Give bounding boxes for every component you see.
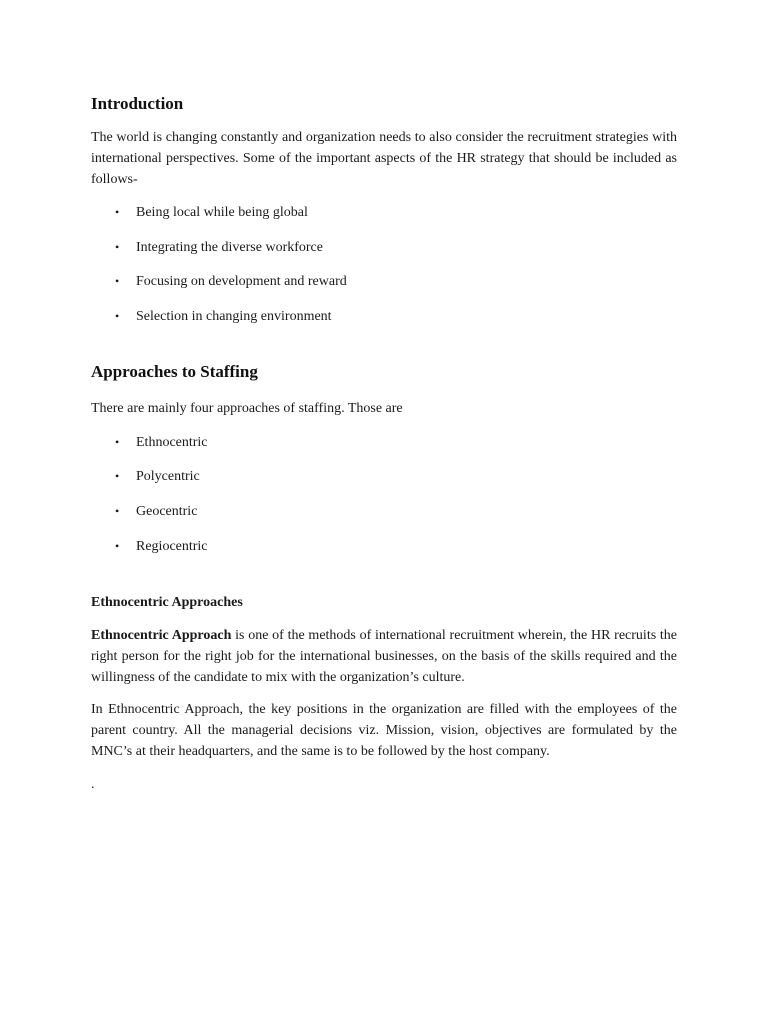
list-item: • Polycentric: [91, 466, 677, 487]
bullet-icon: •: [115, 274, 120, 289]
bullet-icon: •: [115, 434, 120, 449]
ethnocentric-paragraph-2: In Ethnocentric Approach, the key positions in the organization are filled with the employees of the parent country. All the managerial decisions viz. Mission, vision, objectives are formulated by the MNC’s at their headquarters, and the same is to be followed by the host company.: [91, 701, 677, 759]
hr-strategy-list: [91, 202, 677, 327]
bullet-icon: •: [115, 469, 120, 484]
ethnocentric-heading: Ethnocentric Approaches: [91, 594, 243, 610]
approaches-heading: Approaches to Staffing: [91, 361, 258, 381]
list-item: • Focusing on development and reward: [91, 271, 677, 292]
introduction-heading: Introduction: [91, 94, 184, 113]
approaches-paragraph: There are mainly four approaches of staffing. Those are: [91, 400, 403, 416]
introduction-paragraph: The world is changing constantly and organization needs to also consider the recruitment strategies with international perspectives. Some of the important aspects of the HR strategy that should be included as follows-: [91, 130, 677, 187]
bullet-icon: •: [115, 239, 120, 254]
ethnocentric-term: Ethnocentric Approach: [91, 627, 232, 643]
trailing-period: .: [91, 776, 95, 792]
bullet-icon: •: [115, 308, 120, 323]
list-item: • Ethnocentric: [91, 432, 677, 453]
staffing-approaches-list: [91, 432, 677, 557]
ethnocentric-paragraph-1: [91, 625, 677, 688]
list-item: • Regiocentric: [91, 536, 677, 557]
bullet-icon: •: [115, 205, 120, 219]
list-item: • Selection in changing environment: [91, 306, 677, 327]
list-item: • Being local while being global: [91, 202, 677, 223]
list-item: • Geocentric: [91, 501, 677, 522]
ethnocentric-definition: is one of the methods of international recruitment wherein, the HR recruits the right person for the right job for the international businesses, on the basis of the skills required and the willingness of the candidate to mix with the organization’s culture.: [91, 627, 678, 685]
bullet-icon: •: [115, 503, 120, 518]
bullet-icon: •: [115, 538, 120, 553]
list-item: • Integrating the diverse workforce: [91, 237, 677, 258]
